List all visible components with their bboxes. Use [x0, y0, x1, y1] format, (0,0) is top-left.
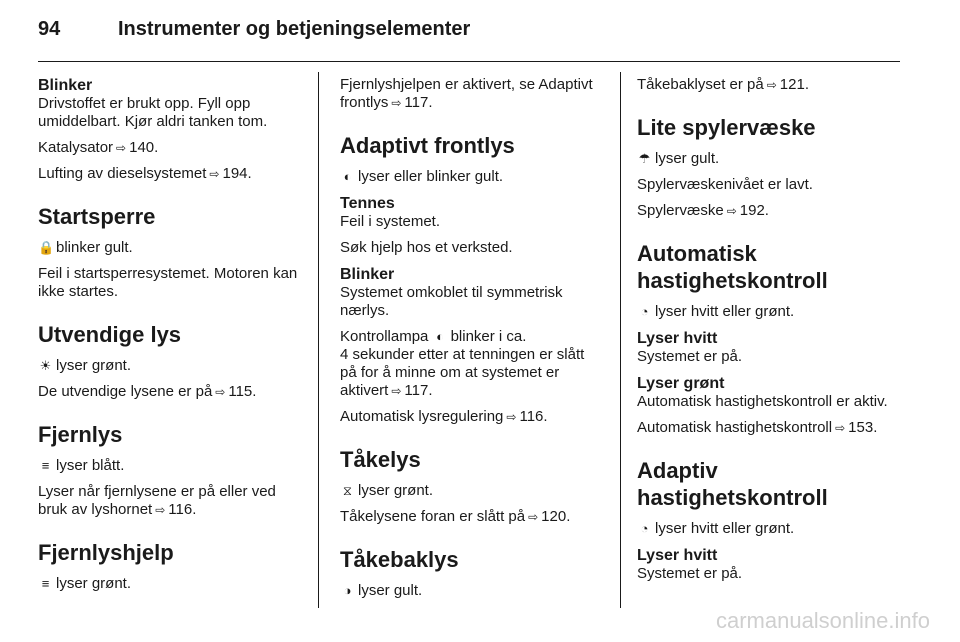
arrow-icon: ⇨	[391, 384, 402, 398]
arrow-icon: ⇨	[506, 410, 517, 424]
washer-fluid-icon: ☂	[638, 151, 651, 166]
hvitt-desc: Systemet er på.	[637, 348, 743, 365]
arrow-icon: ⇨	[215, 385, 226, 399]
blinker-heading: Blinker	[38, 77, 93, 94]
blinker-heading: Blinker	[340, 266, 395, 283]
arrow-icon: ⇨	[766, 78, 777, 92]
high-beam-icon: ≡	[41, 458, 50, 473]
cruise-control-icon: ◔	[640, 304, 649, 319]
arrow-icon: ⇨	[726, 204, 737, 218]
arrow-icon: ⇨	[116, 141, 127, 155]
high-beam-assist-icon: ≡	[41, 576, 50, 591]
gront-desc: Automatisk hastighetskontroll er aktiv.	[637, 393, 888, 410]
auto-lys-ref: Automatisk lysregulering ⇨ 116.	[340, 408, 548, 425]
intro-text: Fjernlyshjelpen er aktivert, se Adaptivt frontlys ⇨ 117.	[340, 76, 593, 111]
column-divider	[620, 72, 621, 608]
takebaklys-heading: Tåkebaklys	[340, 547, 459, 572]
header-rule	[38, 61, 900, 62]
utvendige-status: ☀ lyser grønt.	[39, 357, 132, 374]
kontroll-desc: 4 sekunder etter at tenningen er slått på for å minne om at systemet er aktivert ⇨ 117.	[340, 346, 585, 399]
arrow-icon: ⇨	[209, 167, 220, 181]
blinker-desc: Systemet omkoblet til symmetrisk nærlys.	[340, 284, 563, 319]
fjernlyshjelp-status: ≡ lyser grønt.	[38, 575, 300, 593]
startsperre-heading: Startsperre	[38, 204, 156, 229]
column-divider	[318, 72, 319, 608]
arrow-icon: ⇨	[391, 96, 402, 110]
startsperre-status: 🔒 blinker gult.	[38, 239, 133, 256]
arrow-icon: ⇨	[528, 510, 539, 524]
tennes-line-2: Søk hjelp hos et verksted.	[340, 239, 513, 256]
hvitt-heading: Lyser hvitt	[637, 330, 718, 347]
lufting-ref: Lufting av dieselsystemet ⇨ 194.	[38, 165, 252, 182]
auto-status: ◔ lyser hvitt eller grønt.	[637, 303, 907, 321]
startsperre-desc: Feil i startsperresystemet. Motoren kan ikke startes.	[38, 265, 298, 300]
column-2	[340, 76, 602, 608]
adaptivt-status: ◐ lyser eller blinker gult.	[340, 168, 602, 186]
adaptive-light-icon: ◐	[436, 329, 444, 344]
adaptivt-heading: Adaptivt frontlys	[340, 133, 515, 158]
cruise-control-icon: ◔	[640, 521, 649, 536]
rear-fog-light-icon: ◑	[343, 583, 352, 598]
fog-light-icon: ⧖	[342, 483, 353, 498]
takelys-heading: Tåkelys	[340, 447, 421, 472]
tennes-heading: Tennes	[340, 195, 395, 212]
spyler-ref: Spylervæske ⇨ 192.	[637, 202, 769, 219]
fjernlyshjelp-heading: Fjernlyshjelp	[38, 540, 174, 565]
fjernlys-heading: Fjernlys	[38, 422, 123, 447]
takelys-desc: Tåkelysene foran er slått på ⇨ 120.	[340, 508, 571, 525]
adaptiv-heading: Adaptiv hastighetskontroll	[637, 458, 828, 510]
kontroll-text: Kontrollampa ◐ blinker i ca.	[340, 328, 527, 345]
takebaklys-status: ◑ lyser gult.	[340, 582, 602, 600]
auto-heading: Automatisk hastighetskontroll	[637, 241, 828, 293]
adaptive-light-icon: ◐	[343, 169, 352, 184]
exterior-light-icon: ☀	[39, 358, 52, 373]
watermark: carmanualsonline.info	[715, 608, 930, 633]
fjernlys-desc: Lyser når fjernlysene er på eller ved bruk av lyshornet ⇨ 116.	[38, 483, 276, 518]
page-title: Instrumenter og betjeningselementer	[118, 18, 471, 40]
blinker-text: Drivstoffet er brukt opp. Fyll opp umiddelbart. Kjør aldri tanken tom.	[38, 95, 268, 130]
adaptiv-status: ◔ lyser hvitt eller grønt.	[637, 520, 907, 538]
arrow-icon: ⇨	[155, 503, 166, 517]
page-number: 94	[38, 18, 61, 40]
immobilizer-icon: 🔒	[38, 240, 55, 255]
utvendige-desc: De utvendige lysene er på ⇨ 115.	[38, 383, 257, 400]
hvitt2-desc: Systemet er på.	[637, 565, 743, 582]
arrow-icon: ⇨	[835, 421, 846, 435]
gront-heading: Lyser grønt	[637, 375, 725, 392]
tennes-line-1: Feil i systemet.	[340, 213, 441, 230]
fjernlys-status: ≡ lyser blått.	[38, 457, 300, 475]
spyler-heading: Lite spylervæske	[637, 115, 816, 140]
spyler-status: ☂ lyser gult.	[638, 150, 720, 167]
takelys-status: ⧖ lyser grønt.	[340, 482, 602, 500]
utvendige-heading: Utvendige lys	[38, 322, 182, 347]
intro-text: Tåkebaklyset er på ⇨ 121.	[637, 76, 809, 93]
column-1	[38, 76, 300, 601]
katalysator-ref: Katalysator ⇨ 140.	[38, 139, 159, 156]
column-3	[637, 76, 907, 591]
hvitt2-heading: Lyser hvitt	[637, 547, 718, 564]
spyler-line-1: Spylervæskenivået er lavt.	[637, 176, 813, 193]
auto-ref: Automatisk hastighetskontroll ⇨ 153.	[637, 419, 878, 436]
